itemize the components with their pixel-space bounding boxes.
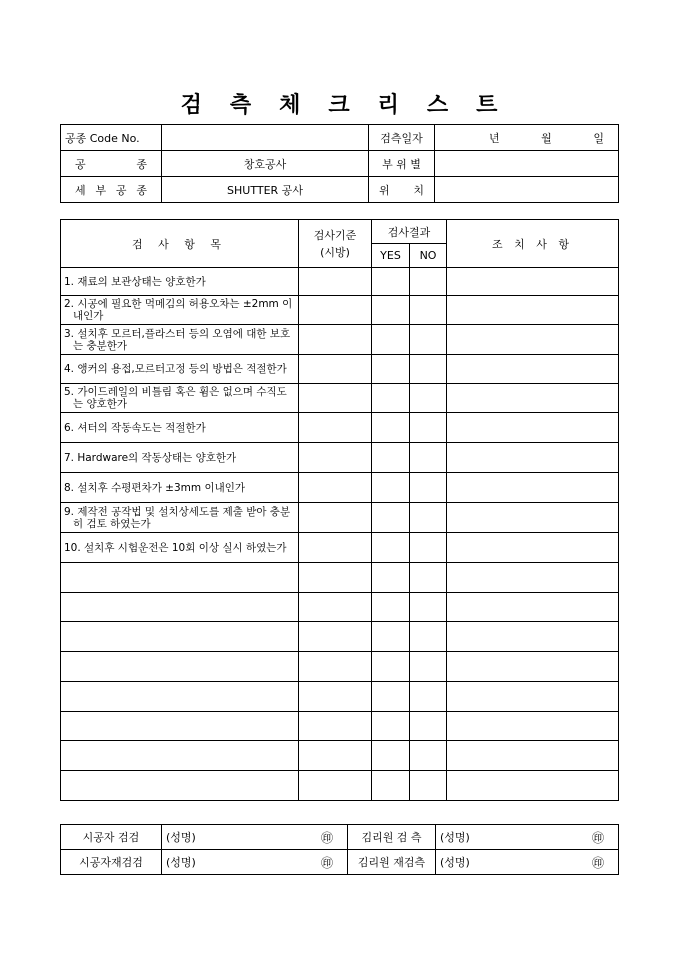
action-cell[interactable] xyxy=(447,622,619,652)
item-header: 검 사 항 목 xyxy=(61,220,299,268)
table-row xyxy=(61,503,619,533)
action-cell[interactable] xyxy=(447,413,619,443)
empty-row xyxy=(61,712,619,741)
no-cell[interactable] xyxy=(410,443,447,473)
day-label: 일 xyxy=(593,131,604,145)
sig-label-contractor-inspect: 시공자 검검 xyxy=(61,825,162,850)
item-cell[interactable] xyxy=(61,593,299,622)
action-cell[interactable] xyxy=(447,268,619,296)
document-title xyxy=(0,88,680,119)
empty-row xyxy=(61,652,619,682)
standard-cell[interactable] xyxy=(299,355,372,384)
item-cell[interactable] xyxy=(61,652,299,682)
standard-cell[interactable] xyxy=(299,325,372,355)
standard-cell[interactable] xyxy=(299,652,372,682)
item-text: 1. 재료의 보관상태는 양호한가 xyxy=(61,268,299,296)
no-cell[interactable] xyxy=(410,325,447,355)
no-cell[interactable] xyxy=(410,268,447,296)
standard-cell[interactable] xyxy=(299,682,372,712)
yes-header: YES xyxy=(372,244,410,268)
yes-cell[interactable] xyxy=(372,712,410,741)
name-label: (성명) xyxy=(440,855,470,869)
item-text: 3. 설치후 모르터,플라스터 등의 오염에 대한 보호는 충분한가 xyxy=(61,325,299,355)
table-row xyxy=(61,325,619,355)
item-cell[interactable] xyxy=(61,622,299,652)
yes-cell[interactable] xyxy=(372,473,410,503)
no-cell[interactable] xyxy=(410,384,447,413)
action-cell[interactable] xyxy=(447,503,619,533)
date-value[interactable] xyxy=(435,125,619,151)
month-label: 월 xyxy=(541,131,552,145)
action-cell[interactable] xyxy=(447,741,619,771)
action-cell[interactable] xyxy=(447,771,619,801)
yes-cell[interactable] xyxy=(372,622,410,652)
item-text: 4. 앵커의 용접,모르터고정 등의 방법은 적절한가 xyxy=(61,355,299,384)
sig-name-supervisor-reinspect[interactable] xyxy=(436,850,619,875)
table-row xyxy=(61,296,619,325)
yes-cell[interactable] xyxy=(372,325,410,355)
yes-cell[interactable] xyxy=(372,296,410,325)
location-label: 위 치 xyxy=(369,177,435,203)
empty-row xyxy=(61,593,619,622)
name-label: (성명) xyxy=(166,830,196,844)
standard-cell[interactable] xyxy=(299,622,372,652)
no-cell[interactable] xyxy=(410,593,447,622)
no-header: NO xyxy=(410,244,447,268)
yes-cell[interactable] xyxy=(372,533,410,563)
inspection-table xyxy=(60,219,619,801)
yes-cell[interactable] xyxy=(372,268,410,296)
standard-cell[interactable] xyxy=(299,413,372,443)
sig-name-contractor-reinspect[interactable] xyxy=(162,850,348,875)
sig-name-contractor-inspect[interactable] xyxy=(162,825,348,850)
no-cell[interactable] xyxy=(410,503,447,533)
header-info-table xyxy=(60,124,619,203)
trade-label: 공 종 xyxy=(61,151,162,177)
item-text: 10. 설치후 시험운전은 10회 이상 실시 하였는가 xyxy=(61,533,299,563)
title-char: 검 xyxy=(180,92,204,118)
action-cell[interactable] xyxy=(447,682,619,712)
title-char: 스 xyxy=(426,92,451,118)
result-header: 검사결과 xyxy=(372,220,447,244)
standard-cell[interactable] xyxy=(299,473,372,503)
year-label: 년 xyxy=(489,131,500,145)
title-char: 트 xyxy=(476,92,500,118)
action-cell[interactable] xyxy=(447,325,619,355)
no-cell[interactable] xyxy=(410,563,447,593)
yes-cell[interactable] xyxy=(372,413,410,443)
title-char: 크 xyxy=(328,92,352,118)
standard-cell[interactable] xyxy=(299,533,372,563)
action-cell[interactable] xyxy=(447,593,619,622)
seal-icon: ㊞ xyxy=(591,830,604,845)
item-cell[interactable] xyxy=(61,771,299,801)
standard-cell[interactable] xyxy=(299,712,372,741)
item-cell[interactable] xyxy=(61,741,299,771)
table-row xyxy=(61,443,619,473)
seal-icon: ㊞ xyxy=(591,855,604,870)
signature-table xyxy=(60,824,619,875)
no-cell[interactable] xyxy=(410,413,447,443)
standard-cell[interactable] xyxy=(299,593,372,622)
trade-value[interactable]: 창호공사 xyxy=(162,151,369,177)
action-cell[interactable] xyxy=(447,473,619,503)
standard-cell[interactable] xyxy=(299,503,372,533)
item-text: 6. 셔터의 작동속도는 적절한가 xyxy=(61,413,299,443)
no-cell[interactable] xyxy=(410,622,447,652)
table-row xyxy=(61,413,619,443)
yes-cell[interactable] xyxy=(372,682,410,712)
seal-icon: ㊞ xyxy=(320,855,333,870)
standard-cell[interactable] xyxy=(299,296,372,325)
seal-icon: ㊞ xyxy=(320,830,333,845)
no-cell[interactable] xyxy=(410,682,447,712)
action-cell[interactable] xyxy=(447,563,619,593)
action-cell[interactable] xyxy=(447,384,619,413)
standard-cell[interactable] xyxy=(299,741,372,771)
item-cell[interactable] xyxy=(61,563,299,593)
action-cell[interactable] xyxy=(447,443,619,473)
title-char: 체 xyxy=(279,92,303,118)
date-label: 검측일자 xyxy=(369,125,435,151)
yes-cell[interactable] xyxy=(372,443,410,473)
table-row xyxy=(61,355,619,384)
item-text: 5. 가이드레일의 비틀림 혹은 휨은 없으며 수직도는 양호한가 xyxy=(61,384,299,413)
part-value[interactable] xyxy=(435,151,619,177)
item-cell[interactable] xyxy=(61,682,299,712)
sig-label-supervisor-inspect: 김리원 검 측 xyxy=(348,825,436,850)
code-label: 공종 Code No. xyxy=(61,125,162,151)
part-label: 부 위 별 xyxy=(369,151,435,177)
standard-cell[interactable] xyxy=(299,268,372,296)
code-value[interactable] xyxy=(162,125,369,151)
yes-cell[interactable] xyxy=(372,384,410,413)
detail-value[interactable]: SHUTTER 공사 xyxy=(162,177,369,203)
yes-cell[interactable] xyxy=(372,355,410,384)
name-label: (성명) xyxy=(440,830,470,844)
detail-label: 세 부 공 종 xyxy=(61,177,162,203)
standard-cell[interactable] xyxy=(299,563,372,593)
empty-row xyxy=(61,563,619,593)
yes-cell[interactable] xyxy=(372,503,410,533)
empty-row xyxy=(61,771,619,801)
standard-header xyxy=(299,220,372,268)
sig-label-supervisor-reinspect: 김리원 재검측 xyxy=(348,850,436,875)
no-cell[interactable] xyxy=(410,296,447,325)
table-row xyxy=(61,473,619,503)
item-text: 7. Hardware의 작동상태는 양호한가 xyxy=(61,443,299,473)
no-cell[interactable] xyxy=(410,771,447,801)
title-char: 측 xyxy=(229,92,254,118)
standard-cell[interactable] xyxy=(299,443,372,473)
action-cell[interactable] xyxy=(447,355,619,384)
action-cell[interactable] xyxy=(447,652,619,682)
yes-cell[interactable] xyxy=(372,563,410,593)
action-cell[interactable] xyxy=(447,533,619,563)
location-value[interactable] xyxy=(435,177,619,203)
name-label: (성명) xyxy=(166,855,196,869)
yes-cell[interactable] xyxy=(372,652,410,682)
standard-header-label: 검사기준 xyxy=(313,228,357,242)
table-row xyxy=(61,533,619,563)
sig-label-contractor-reinspect: 시공자재검검 xyxy=(61,850,162,875)
no-cell[interactable] xyxy=(410,473,447,503)
yes-cell[interactable] xyxy=(372,771,410,801)
yes-cell[interactable] xyxy=(372,593,410,622)
action-header: 조 치 사 항 xyxy=(447,220,619,268)
standard-header-sub: (시방) xyxy=(320,245,350,259)
yes-cell[interactable] xyxy=(372,741,410,771)
sig-name-supervisor-inspect[interactable] xyxy=(436,825,619,850)
no-cell[interactable] xyxy=(410,652,447,682)
empty-row xyxy=(61,682,619,712)
standard-cell[interactable] xyxy=(299,384,372,413)
no-cell[interactable] xyxy=(410,712,447,741)
no-cell[interactable] xyxy=(410,533,447,563)
item-cell[interactable] xyxy=(61,712,299,741)
action-cell[interactable] xyxy=(447,712,619,741)
action-cell[interactable] xyxy=(447,296,619,325)
item-text: 9. 제작전 공작법 및 설치상세도를 제출 받아 충분히 검토 하였는가 xyxy=(61,503,299,533)
table-row xyxy=(61,384,619,413)
item-text: 8. 설치후 수평편차가 ±3mm 이내인가 xyxy=(61,473,299,503)
standard-cell[interactable] xyxy=(299,771,372,801)
item-text: 2. 시공에 필요한 먹메김의 허용오차는 ±2mm 이내인가 xyxy=(61,296,299,325)
no-cell[interactable] xyxy=(410,355,447,384)
empty-row xyxy=(61,622,619,652)
empty-row xyxy=(61,741,619,771)
no-cell[interactable] xyxy=(410,741,447,771)
table-row xyxy=(61,268,619,296)
title-char: 리 xyxy=(377,92,401,118)
